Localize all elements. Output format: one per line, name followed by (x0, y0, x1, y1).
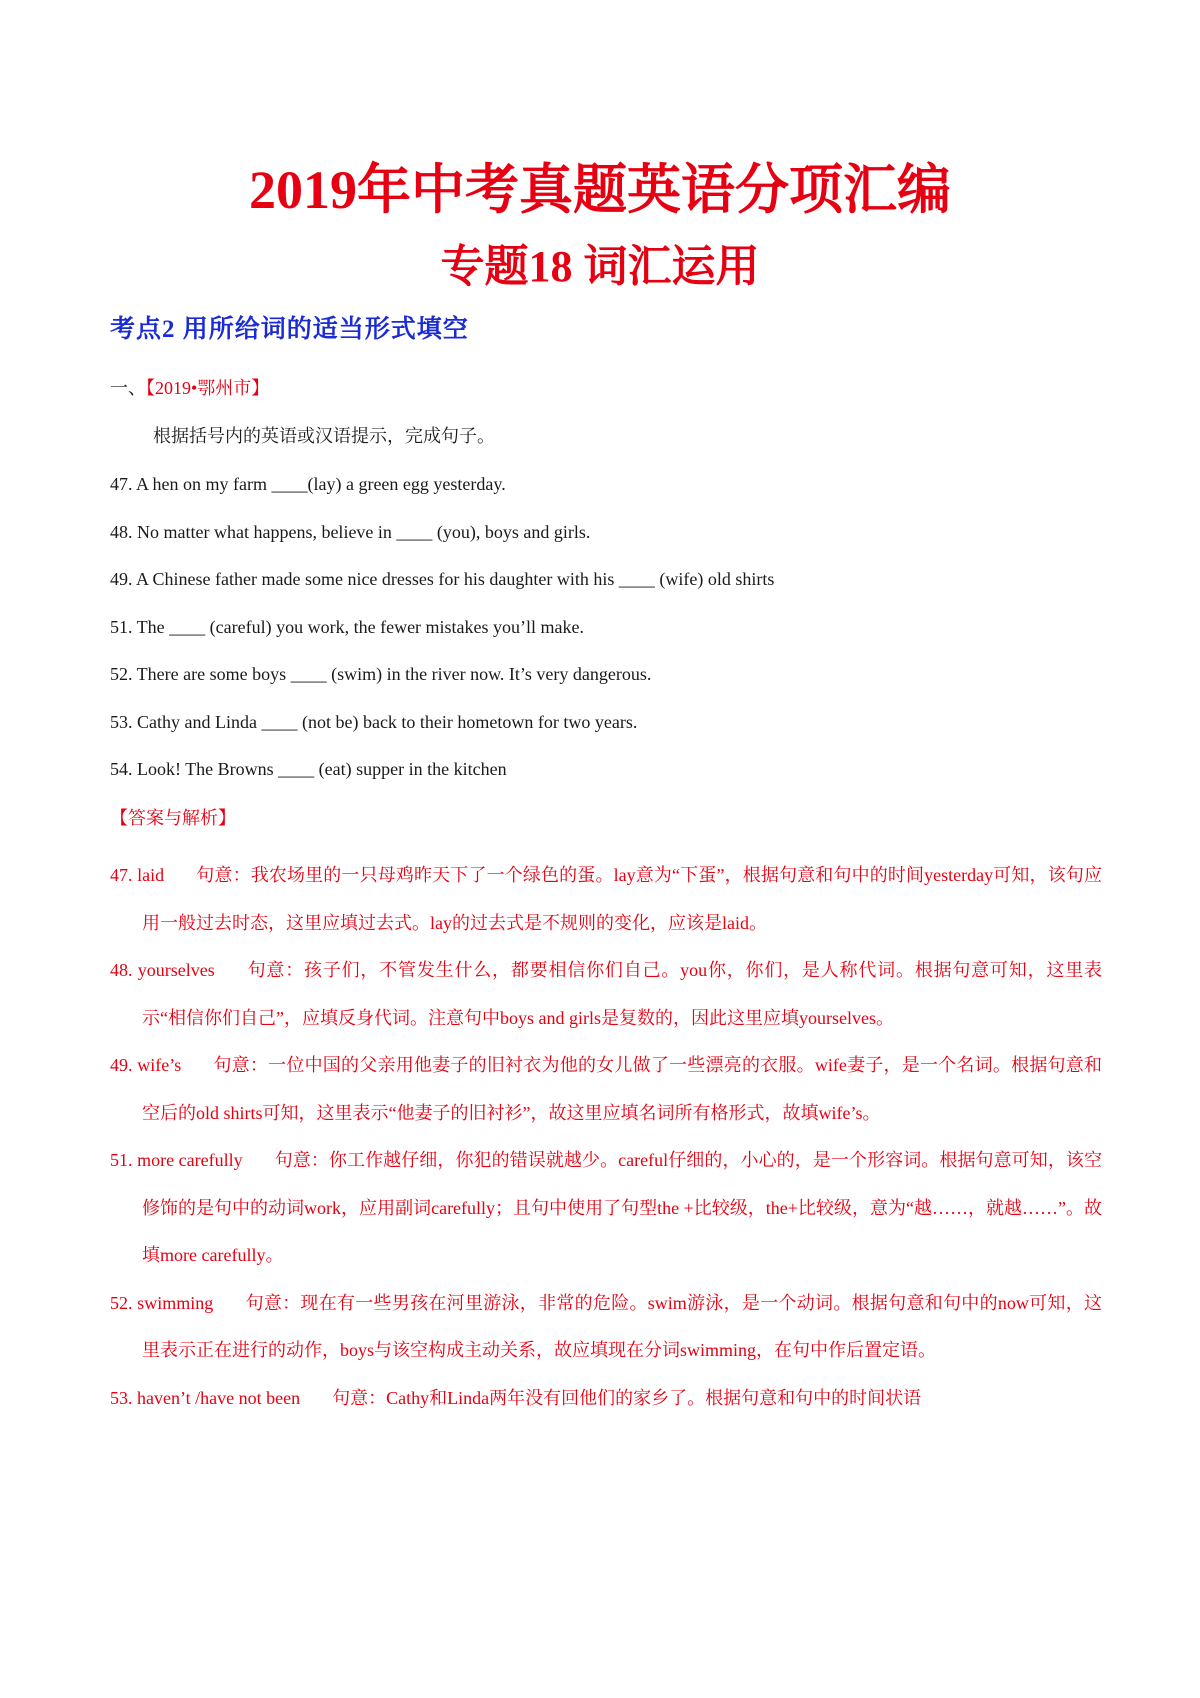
answer-label: 48. yourselves (110, 960, 215, 980)
answer-explanation: 句意：现在有一些男孩在河里游泳，非常的危险。swim游泳，是一个动词。根据句意和句中的now可知，这里表示正在进行的动作，boys与该空构成主动关系，故应填现在分词swimming，在句中作后置定语。 (142, 1292, 1102, 1360)
answer-item (110, 852, 1102, 947)
instruction-text: 根据括号内的英语或汉语提示，完成句子。 (153, 426, 495, 446)
answer-explanation: 句意：我农场里的一只母鸡昨天下了一个绿色的蛋。lay意为“下蛋”，根据句意和句中的时间yesterday可知，该句应用一般过去时态，这里应填过去式。lay的过去式是不规则的变化，应该是laid。 (142, 865, 1102, 933)
answer-item (110, 947, 1102, 1042)
question-list (110, 470, 1100, 803)
answer-label: 52. swimming (110, 1292, 214, 1313)
part-prefix: 一、 (110, 378, 146, 398)
answer-item (110, 1375, 1102, 1423)
document-title: 2019年中考真题英语分项汇编 (249, 160, 951, 220)
source-tag: 【2019•鄂州市】 (146, 378, 270, 398)
answer-explanation: 句意：Cathy和Linda两年没有回他们的家乡了。根据句意和句中的时间状语 (332, 1387, 922, 1408)
part-source (110, 374, 269, 402)
question-item: 54. Look! The Browns ____ (eat) supper in the kitchen (110, 759, 507, 779)
answer-label: 49. wife’s (110, 1055, 182, 1075)
answer-item (110, 1042, 1102, 1137)
answer-label: 51. more carefully (110, 1150, 243, 1170)
question-item: 47. A hen on my farm ____(lay) a green egg yesterday. (110, 474, 506, 494)
document-subtitle: 专题18 词汇运用 (440, 242, 760, 291)
answer-explanation: 句意：你工作越仔细，你犯的错误就越少。careful仔细的，小心的，是一个形容词。根据句意可知，该空修饰的是句中的动词work，应用副词carefully；且句中使用了句型the +比较级，the+比较级，意为“越……，就越……”。故填more carefully。 (142, 1150, 1102, 1265)
answer-item (110, 1280, 1102, 1375)
question-item: 48. No matter what happens, believe in ____ (you), boys and girls. (110, 521, 591, 542)
answer-explanation: 句意：一位中国的父亲用他妻子的旧衬衣为他的女儿做了一些漂亮的衣服。wife妻子，是一个名词。根据句意和空后的old shirts可知，这里表示“他妻子的旧衬衫”，故这里应填名词所有格形式，故填wife’s。 (142, 1055, 1102, 1123)
answer-label: 47. laid (110, 865, 165, 885)
answer-list (110, 852, 1102, 1422)
question-item: 51. The ____ (careful) you work, the fewer mistakes you’ll make. (110, 616, 585, 637)
question-item: 53. Cathy and Linda ____ (not be) back to their hometown for two years. (110, 711, 638, 732)
section-heading: 考点2 用所给词的适当形式填空 (110, 316, 469, 343)
answer-item (110, 1137, 1102, 1280)
question-item: 52. There are some boys ____ (swim) in the river now. It’s very dangerous. (110, 664, 652, 684)
question-item: 49. A Chinese father made some nice dresses for his daughter with his ____ (wife) old shirts (110, 569, 775, 589)
answer-label: 53. haven’t /have not been (110, 1387, 301, 1408)
answer-heading: 【答案与解析】 (110, 808, 236, 828)
answer-explanation: 句意：孩子们，不管发生什么，都要相信你们自己。you你，你们，是人称代词。根据句意可知，这里表示“相信你们自己”，应填反身代词。注意句中boys and girls是复数的，因此这里应填yourselves。 (142, 960, 1103, 1028)
